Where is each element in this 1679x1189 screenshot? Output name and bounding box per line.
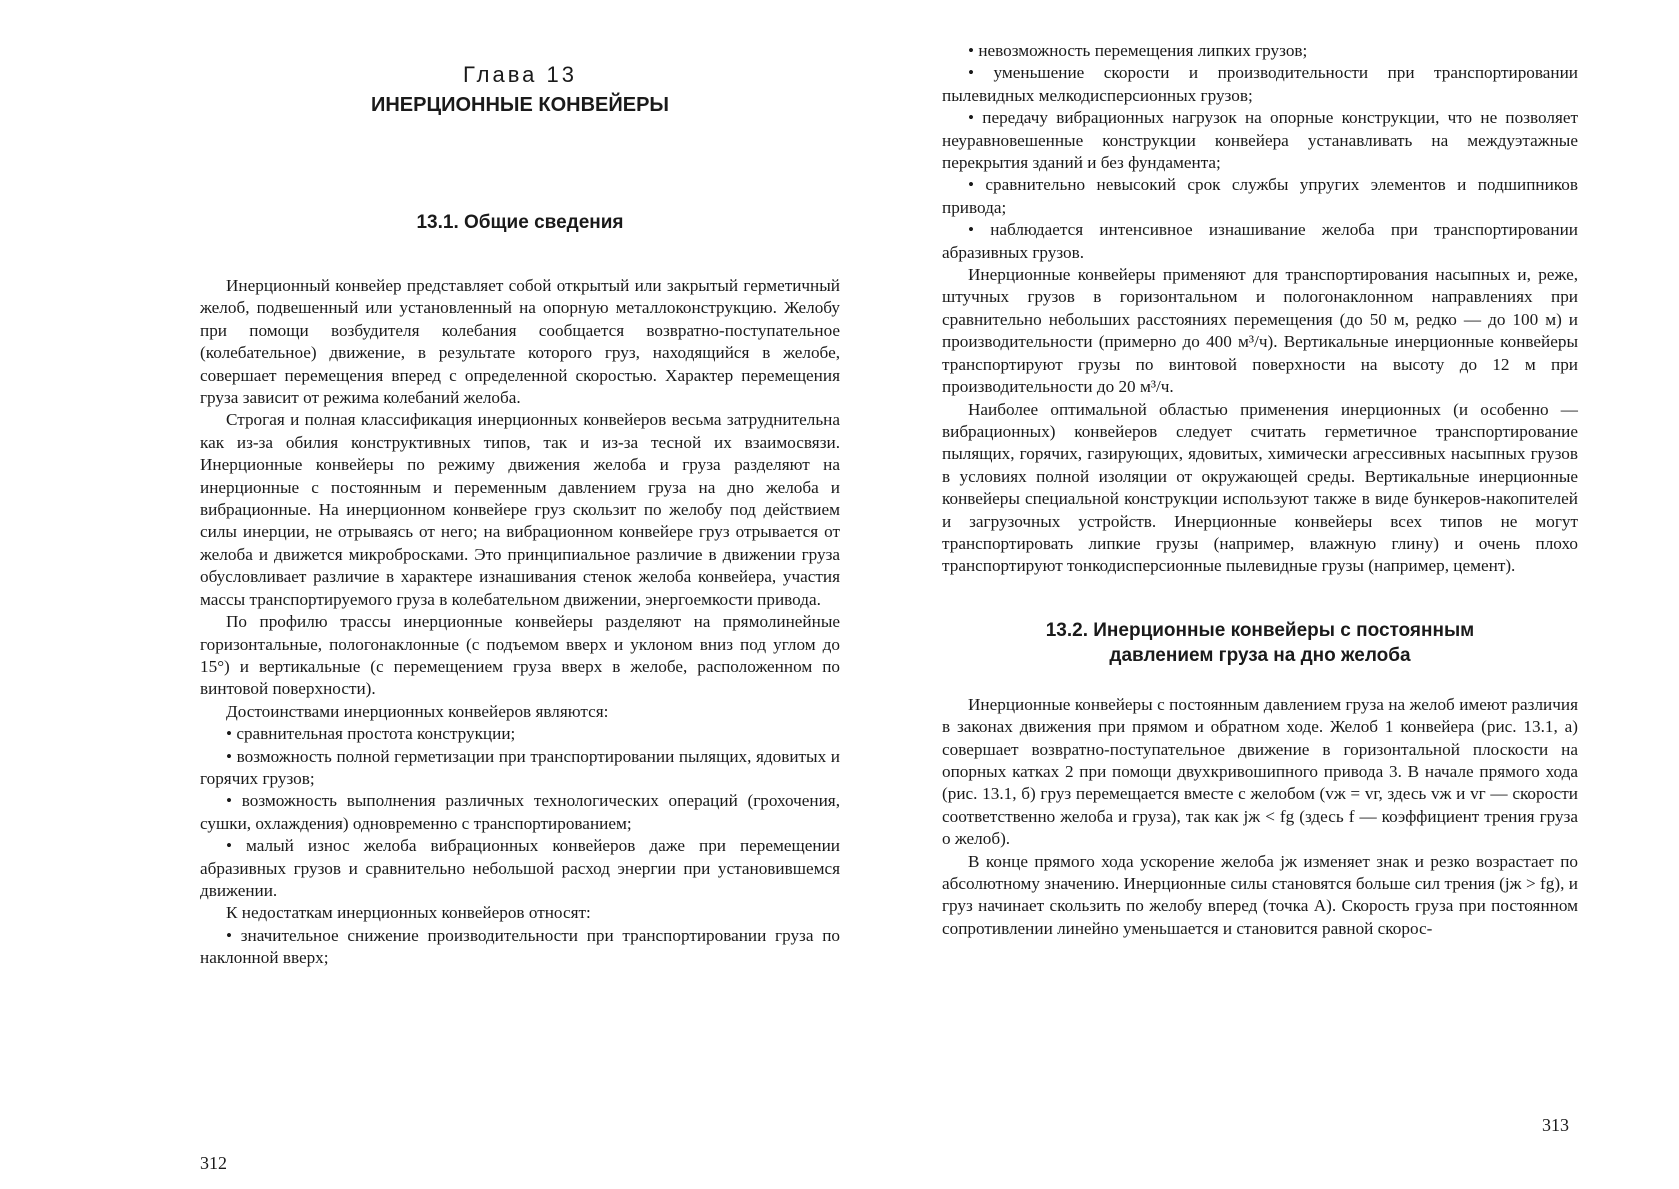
list-item: • сравнительно невысокий срок службы упругих элементов и подшипников привода;: [942, 175, 1578, 217]
section-title-13-2: [942, 618, 1578, 668]
list-item: • невозможность перемещения липких грузов;: [968, 41, 1308, 60]
paragraph: По профилю трассы инерционные конвейеры разделяют на прямолинейные горизонтальные, пологонаклонные (с подъемом вверх и уклоном вниз под углом до 15°) и вертикальные (с перемещением груза вверх в желобе, расположенном по винтовой поверхности).: [200, 612, 840, 699]
list-item: • сравнительная простота конструкции;: [226, 724, 516, 744]
list-item: • возможность полной герметизации при транспортировании пылящих, ядовитых и горячих грузов;: [200, 746, 840, 788]
page-number-right: 313: [1542, 1115, 1569, 1135]
paragraph: Инерционный конвейер представляет собой открытый или закрытый герметичный желоб, подвешенный или установленный на опорную металлоконструкцию. Желобу при помощи возбудителя колебания сообщается возвратно-поступательное (колебательное) движение, в результате которого груз, находящийся в желобе, совершает перемещения вперед с определенной скоростью. Характер перемещения груза зависит от режима колебаний желоба.: [200, 276, 840, 408]
list-item: • малый износ желоба вибрационных конвейеров даже при перемещении абразивных грузов и сравнительно небольшой расход энергии при установившемся движении.: [200, 836, 840, 900]
list-item: • наблюдается интенсивное изнашивание желоба при транспортировании абразивных грузов.: [942, 220, 1578, 262]
paragraph: Строгая и полная классификация инерционных конвейеров весьма затруднительна как из-за обилия конструктивных типов, так и из-за тесной их взаимосвязи. Инерционные конвейеры по режиму движения желоба и груза разделяют на инерционные с постоянным и переменным давлением груза на дно желоба и вибрационные. На инерционном конвейере груз скользит по желобу под действием силы инерции, не отрываясь от него; на вибрационном конвейере груз отрывается от желоба и движется микробросками. Это принципиальное различие в движении груза обусловливает различие в характере изнашивания стенок желоба конвейера, участия массы транспортируемого груза в колебательном движении, энергоемкости привода.: [200, 410, 840, 609]
list-item: • значительное снижение производительности при транспортировании груза по наклонной вверх;: [200, 925, 840, 968]
paragraph: К недостаткам инерционных конвейеров относят:: [226, 903, 591, 923]
list-item: • уменьшение скорости и производительности при транспортировании пылевидных мелкодисперсионных грузов;: [942, 63, 1578, 105]
section-title-line: давлением груза на дно желоба: [1109, 644, 1411, 666]
paragraph: В конце прямого хода ускорение желоба jж изменяет знак и резко возрастает по абсолютному значению. Инерционные силы становятся больше сил трения (jж > fg), и груз начинает скользить по желобу вперед (точка А). Скорость груза при постоянном сопротивлении линейно уменьшается и становится равной скорос-: [942, 851, 1578, 938]
page-number-left: 312: [200, 1153, 227, 1173]
paragraph: Инерционные конвейеры с постоянным давлением груза на желоб имеют различия в законах движения при прямом и обратном ходе. Желоб 1 конвейера (рис. 13.1, а) совершает возвратно-поступательное движение в горизонтальной плоскости на опорных катках 2 при помощи двухкривошипного привода 3. В начале прямого хода (рис. 13.1, б) груз перемещается вместе с желобом (vж = vг, здесь vж и vг — скорости соответственно желоба и груза), так как jж < fg (здесь f — коэффициент трения груза о желоб).: [942, 694, 1578, 849]
list-item: • передачу вибрационных нагрузок на опорные конструкции, что не позволяет неуравновешенные конструкции конвейера устанавливать на междуэтажные перекрытия зданий и без фундамента;: [942, 108, 1578, 173]
chapter-label: Глава 13: [462, 62, 577, 87]
left-page-content: [200, 62, 840, 970]
paragraph: Достоинствами инерционных конвейеров являются:: [226, 701, 609, 721]
list-item: • возможность выполнения различных технологических операций (грохочения, сушки, охлаждения) одновременно с транспортированием;: [200, 791, 840, 833]
paragraph: Инерционные конвейеры применяют для транспортирования насыпных и, реже, штучных грузов в горизонтальном и пологонаклонном направлениях при сравнительно небольших расстояниях перемещения (до 50 м, редко — до 100 м) и производительности (примерно до 400 м³/ч). Вертикальные инерционные конвейеры транспортируют грузы по винтовой поверхности на высоту до 12 м при производительности до 20 м³/ч.: [942, 265, 1578, 397]
paragraph: Наиболее оптимальной областью применения инерционных (и особенно — вибрационных) конвейеров следует считать герметичное транспортирование пылящих, горячих, газирующих, ядовитых, химически агрессивных насыпных грузов в условиях полной изоляции от окружающей среды. Вертикальные инерционные конвейеры специальной конструкции используют также в виде бункеров-накопителей и загрузочных устройств. Инерционные конвейеры всех типов не могут транспортировать липкие грузы (например, влажную глину) и очень плохо транспортируют тонкодисперсионные пылевидные грузы (например, цемент).: [942, 399, 1578, 576]
section-title-line: 13.2. Инерционные конвейеры с постоянным: [1045, 619, 1475, 641]
chapter-title: ИНЕРЦИОННЫЕ КОНВЕЙЕРЫ: [370, 94, 670, 116]
right-page: [850, 0, 1679, 1189]
section-title-13-1: 13.1. Общие сведения: [416, 212, 624, 233]
right-page-content: [942, 40, 1578, 940]
